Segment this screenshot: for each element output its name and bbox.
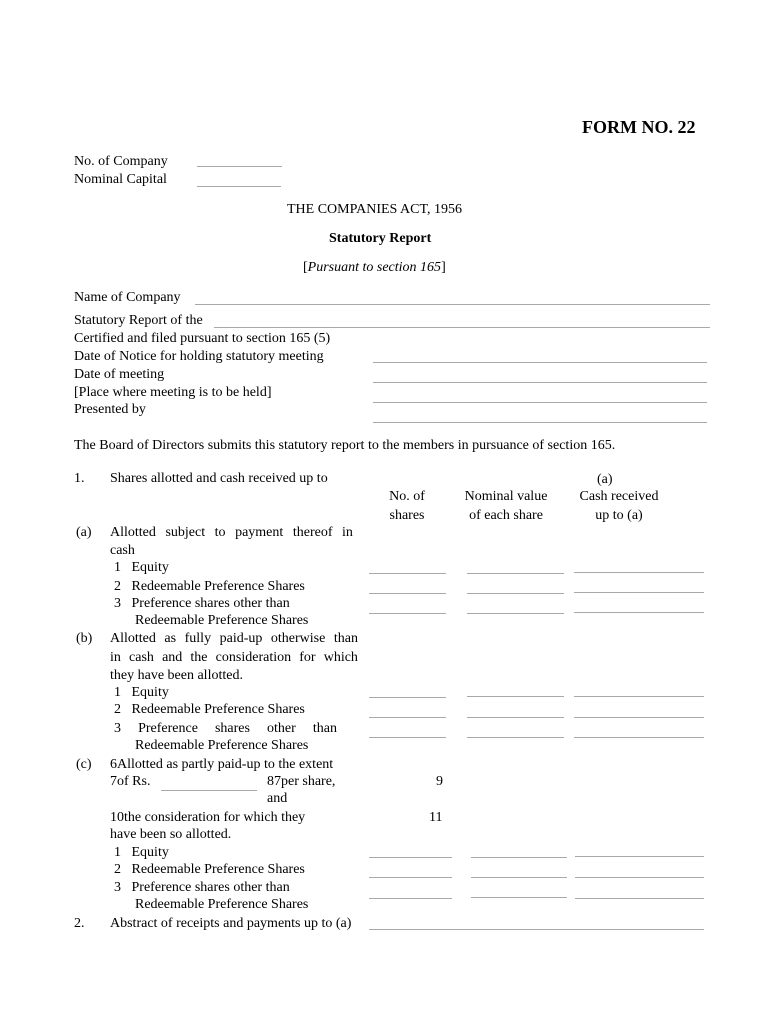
item-c-line2-b: 87per share, — [267, 774, 336, 789]
b3-cash-field[interactable] — [574, 737, 704, 738]
b2-shares-field[interactable] — [369, 717, 446, 718]
item-a-redeemable: 2 Redeemable Preference Shares — [114, 579, 305, 594]
place-of-meeting-field[interactable] — [373, 402, 707, 403]
section-1-ref-a: (a) — [597, 472, 613, 487]
c2-cash-field[interactable] — [575, 877, 704, 878]
footnote-9: 9 — [436, 774, 443, 789]
b1-shares-field[interactable] — [369, 697, 446, 698]
item-b-redeemable: 2 Redeemable Preference Shares — [114, 702, 305, 717]
report-title: Statutory Report — [329, 231, 432, 246]
item-c-line3: and — [267, 791, 288, 806]
section-1-number: 1. — [74, 471, 85, 486]
item-c-line1: 6Allotted as partly paid-up to the extent — [110, 757, 334, 772]
company-number-label: No. of Company — [74, 154, 168, 169]
b3-nominal-field[interactable] — [467, 737, 564, 738]
col-cash-received-line1: Cash received — [579, 489, 659, 504]
presented-by-label: Presented by — [74, 402, 146, 417]
nominal-capital-field[interactable] — [197, 186, 281, 187]
b1-cash-field[interactable] — [574, 696, 704, 697]
act-title: THE COMPANIES ACT, 1956 — [287, 202, 463, 217]
item-c-line5: have been so allotted. — [110, 827, 232, 842]
item-a-other-preference-cont: Redeemable Preference Shares — [135, 613, 309, 628]
c1-nominal-field[interactable] — [471, 857, 567, 858]
item-b-text-line3: they have been allotted. — [110, 668, 243, 683]
a2-shares-field[interactable] — [369, 593, 446, 594]
b1-nominal-field[interactable] — [467, 696, 564, 697]
name-of-company-field[interactable] — [195, 304, 710, 305]
c2-shares-field[interactable] — [369, 877, 452, 878]
a3-nominal-field[interactable] — [467, 613, 564, 614]
statutory-report-of-label: Statutory Report of the — [74, 313, 203, 328]
a1-cash-field[interactable] — [574, 572, 704, 573]
col-nominal-value-line1: Nominal value — [464, 489, 548, 504]
item-b-other-preference: 3 Preference shares other than — [114, 721, 337, 736]
footnote-11: 11 — [429, 810, 443, 825]
item-c-other-preference: 3 Preference shares other than — [114, 880, 290, 895]
c3-nominal-field[interactable] — [471, 897, 567, 898]
item-b-marker: (b) — [76, 631, 93, 646]
item-c-equity: 1 Equity — [114, 845, 169, 860]
item-c-other-preference-cont: Redeemable Preference Shares — [135, 897, 309, 912]
b2-cash-field[interactable] — [574, 717, 704, 718]
section-1-heading: Shares allotted and cash received up to — [110, 471, 328, 486]
section-2-field[interactable] — [369, 929, 704, 930]
item-b-text-line2: in cash and the consideration for which — [110, 650, 358, 665]
item-b-text-line1: Allotted as fully paid-up otherwise than — [110, 631, 358, 646]
name-of-company-label: Name of Company — [74, 290, 181, 305]
a2-nominal-field[interactable] — [467, 593, 564, 594]
statutory-report-of-field[interactable] — [214, 327, 710, 328]
item-c-line2-a: 7of Rs. — [110, 774, 151, 789]
c1-shares-field[interactable] — [369, 857, 452, 858]
nominal-capital-label: Nominal Capital — [74, 172, 167, 187]
place-of-meeting-label: [Place where meeting is to be held] — [74, 385, 272, 400]
col-no-of-shares-line1: No. of — [389, 489, 425, 504]
certified-label: Certified and filed pursuant to section 165 (5) — [74, 331, 331, 346]
c3-shares-field[interactable] — [369, 898, 452, 899]
a3-shares-field[interactable] — [369, 613, 446, 614]
item-c-line4: 10the consideration for which they — [110, 810, 306, 825]
b2-nominal-field[interactable] — [467, 717, 564, 718]
form-number-title: FORM NO. 22 — [582, 117, 696, 137]
col-nominal-value-line2: of each share — [469, 508, 543, 523]
item-a-text-line2: cash — [110, 543, 135, 558]
intro-paragraph: The Board of Directors submits this statutory report to the members in pursuance of section 165. — [74, 438, 616, 453]
item-a-other-preference: 3 Preference shares other than — [114, 596, 290, 611]
col-cash-received-line2: up to (a) — [595, 508, 643, 523]
b3-shares-field[interactable] — [369, 737, 446, 738]
c2-nominal-field[interactable] — [471, 877, 567, 878]
item-b-other-preference-cont: Redeemable Preference Shares — [135, 738, 309, 753]
item-b-equity: 1 Equity — [114, 685, 169, 700]
section-2-text: Abstract of receipts and payments up to (a) — [110, 916, 352, 931]
date-of-meeting-label: Date of meeting — [74, 367, 165, 382]
company-number-field[interactable] — [197, 166, 282, 167]
col-no-of-shares-line2: shares — [389, 508, 425, 523]
date-of-meeting-field[interactable] — [373, 382, 707, 383]
item-c-marker: (c) — [76, 757, 92, 772]
a2-cash-field[interactable] — [574, 592, 704, 593]
pursuant-note: [Pursuant to section 165] — [303, 260, 446, 275]
a3-cash-field[interactable] — [574, 612, 704, 613]
item-c-redeemable: 2 Redeemable Preference Shares — [114, 862, 305, 877]
section-2-number: 2. — [74, 916, 85, 931]
c1-cash-field[interactable] — [575, 856, 704, 857]
c3-cash-field[interactable] — [575, 898, 704, 899]
date-of-notice-label: Date of Notice for holding statutory meeting — [74, 349, 324, 364]
c-rupees-field[interactable] — [161, 790, 257, 791]
item-a-text-line1: Allotted subject to payment thereof in — [110, 525, 353, 540]
item-a-marker: (a) — [76, 525, 92, 540]
item-a-equity: 1 Equity — [114, 560, 169, 575]
a1-nominal-field[interactable] — [467, 573, 564, 574]
date-of-notice-field[interactable] — [373, 362, 707, 363]
presented-by-field[interactable] — [373, 422, 707, 423]
a1-shares-field[interactable] — [369, 573, 446, 574]
